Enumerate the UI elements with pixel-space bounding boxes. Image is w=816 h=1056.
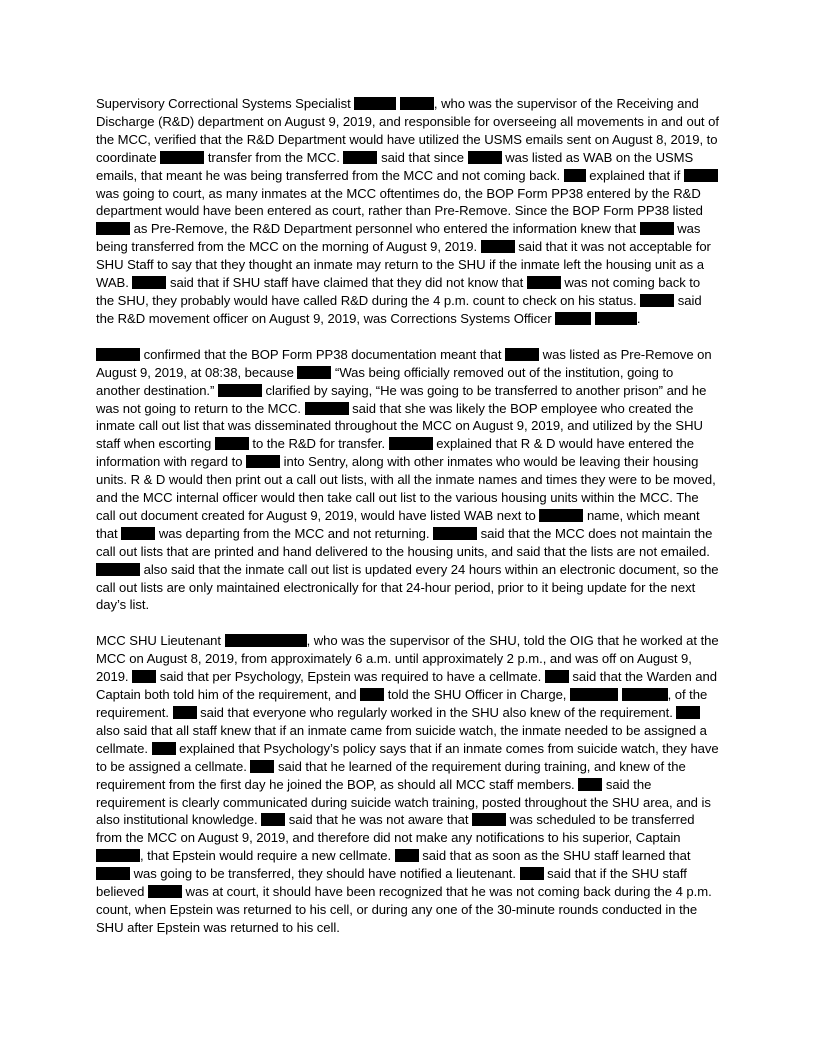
redaction-box	[225, 634, 307, 647]
redaction-box	[570, 688, 618, 701]
redaction-box	[218, 384, 262, 397]
redaction-box	[354, 97, 396, 110]
redaction-box	[433, 527, 477, 540]
redaction-box	[96, 563, 140, 576]
redaction-box	[564, 169, 586, 182]
text-run: said that as soon as the SHU staff learned that	[418, 848, 691, 864]
text-run: said that if the SHU staff believed	[96, 866, 687, 900]
redaction-box	[96, 849, 140, 862]
redaction-box	[555, 312, 591, 325]
redaction-box	[595, 312, 637, 325]
text-run: was listed as WAB on the USMS emails, that meant he was being transferred from the MCC and not coming back.	[96, 149, 694, 183]
text-run: as Pre-Remove, the R&D Department personnel who entered the information knew that	[130, 221, 640, 237]
redaction-box	[520, 867, 544, 880]
text-run: MCC SHU Lieutenant	[96, 633, 225, 649]
text-run: was scheduled to be transferred from the MCC on August 9, 2019, and therefore did not make any notifications to his superior, Captain	[96, 812, 695, 846]
redaction-box	[468, 151, 502, 164]
redaction-box	[400, 97, 434, 110]
redaction-box	[160, 151, 204, 164]
text-run: to the R&D for transfer.	[248, 436, 389, 452]
text-run: , that Epstein would require a new cellmate.	[140, 848, 395, 864]
text-run: clarified by saying, “He was going to be transferred to another prison” and he was not going to return to the MCC.	[96, 382, 707, 416]
redaction-box	[472, 813, 506, 826]
document-page	[96, 95, 720, 955]
redaction-box	[152, 742, 176, 755]
redaction-box	[173, 706, 197, 719]
text-run: said that the Warden and Captain both told him of the requirement, and	[96, 669, 717, 703]
text-run: said that he learned of the requirement during training, and knew of the requirement from the first day he joined the BOP, as should all MCC staff members.	[96, 758, 686, 792]
text-run: was not coming back to the SHU, they probably would have called R&D during the 4 p.m. count to check on his status.	[96, 275, 701, 308]
text-run: into Sentry, along with other inmates who would be leaving their housing units. R & D would then print out a call out lists, with all the inmate names and times they were to be moved, and the MCC internal officer would then take call out list to the various housing units within the MCC. The call out document created for August 9, 2019, would have listed WAB next to	[96, 454, 716, 523]
redaction-box	[622, 688, 668, 701]
redaction-box	[343, 151, 377, 164]
redaction-box	[250, 760, 274, 773]
paragraph-call-out-list	[96, 346, 720, 615]
text-run: also said that the inmate call out list is updated every 24 hours within an electronic document, so the call out lists are only maintained electronically for that 24-hour period, prior to it being update for the next day’s list.	[96, 561, 719, 613]
text-run: explained that Psychology’s policy says that if an inmate comes from suicide watch, they have to be assigned a cellmate.	[96, 740, 719, 774]
redaction-box	[395, 849, 419, 862]
text-run: also said that all staff knew that if an inmate came from suicide watch, the inmate needed to be assigned a cellmate.	[96, 722, 707, 756]
text-run: said that if SHU staff have claimed that they did not know that	[166, 275, 527, 291]
redaction-box	[684, 169, 718, 182]
redaction-box	[215, 437, 249, 450]
text-run: said that it was not acceptable for SHU Staff to say that they thought an inmate may return to the SHU if the inmate left the housing unit as a WAB.	[96, 239, 711, 291]
text-run: , of the requirement.	[96, 687, 708, 720]
redaction-box	[389, 437, 433, 450]
text-run: explained that R & D would have entered the information with regard to	[96, 436, 695, 470]
text-run: said that he was not aware that	[285, 812, 473, 828]
text-run: was departing from the MCC and not returning.	[155, 525, 434, 541]
redaction-box	[539, 509, 583, 522]
paragraph-rd-supervisor	[96, 95, 720, 328]
text-run: said that the MCC does not maintain the call out lists that are printed and hand delivered to the housing units, and said that the lists are not emailed.	[96, 525, 713, 559]
redaction-box	[121, 527, 155, 540]
text-run: was going to court, as many inmates at the MCC oftentimes do, the BOP Form PP38 entered by the R&D department would have been entered as court, rather than Pre-Remove. Since the BOP Form PP38 listed	[96, 185, 703, 219]
redaction-box	[96, 867, 130, 880]
redaction-box	[505, 348, 539, 361]
redaction-box	[148, 885, 182, 898]
redaction-box	[305, 402, 349, 415]
text-run: confirmed that the BOP Form PP38 documentation meant that	[140, 346, 506, 362]
text-run: , who was the supervisor of the SHU, told the OIG that he worked at the MCC on August 8, 2019, from approximately 6 a.m. until approximately 2 p.m., and was off on August 9, 2019.	[96, 633, 719, 685]
text-run: said that she was likely the BOP employee who created the inmate call out list that was disseminated throughout the MCC on August 9, 2019, and utilized by the SHU staff when escorting	[96, 400, 703, 452]
redaction-box	[640, 294, 674, 307]
redaction-box	[261, 813, 285, 826]
text-run: said that since	[377, 149, 468, 165]
text-run: told the SHU Officer in Charge,	[384, 687, 570, 703]
redaction-box	[578, 778, 602, 791]
text-run: was at court, it should have been recognized that he was not coming back during the 4 p.m. count, when Epstein was returned to his cell, or during any one of the 30-minute rounds conducted in the SHU after Epstein was returned to his cell.	[96, 884, 712, 935]
text-run: explained that if	[585, 167, 684, 183]
text-run: “Was being officially removed out of the institution, going to another destination.”	[96, 364, 674, 398]
text-run: , who was the supervisor of the Receiving and Discharge (R&D) department on August 9, 2019, and responsible for overseeing all movements in and out of the MCC, verified that the R&D Department would have utilized the USMS emails sent on August 8, 2019, to coordinate	[96, 96, 719, 165]
text-run: .	[636, 310, 641, 326]
text-run: was listed as Pre-Remove on August 9, 2019, at 08:38, because	[96, 346, 712, 380]
redaction-box	[676, 706, 700, 719]
redaction-box	[545, 670, 569, 683]
redaction-box	[132, 276, 166, 289]
redaction-box	[132, 670, 156, 683]
redaction-box	[481, 240, 515, 253]
redaction-box	[360, 688, 384, 701]
text-run: was being transferred from the MCC on the morning of August 9, 2019.	[96, 221, 701, 255]
redaction-box	[246, 455, 280, 468]
text-run: name, which meant that	[96, 507, 700, 541]
text-run: said the R&D movement officer on August 9, 2019, was Corrections Systems Officer	[96, 292, 702, 326]
text-run: transfer from the MCC.	[204, 149, 344, 165]
redaction-box	[297, 366, 331, 379]
text-run: Supervisory Correctional Systems Specialist	[96, 96, 355, 111]
redaction-box	[527, 276, 561, 289]
redaction-box	[96, 222, 130, 235]
text-run: was going to be transferred, they should have notified a lieutenant.	[130, 866, 520, 882]
text-run: said that everyone who regularly worked in the SHU also knew of the requirement.	[196, 705, 677, 720]
text-run: said that per Psychology, Epstein was required to have a cellmate.	[156, 669, 545, 685]
redaction-box	[640, 222, 674, 235]
redaction-box	[96, 348, 140, 361]
text-run: said the requirement is clearly communicated during suicide watch training, posted throughout the SHU area, and is also institutional knowledge.	[96, 776, 711, 828]
paragraph-shu-lieutenant	[96, 632, 720, 936]
